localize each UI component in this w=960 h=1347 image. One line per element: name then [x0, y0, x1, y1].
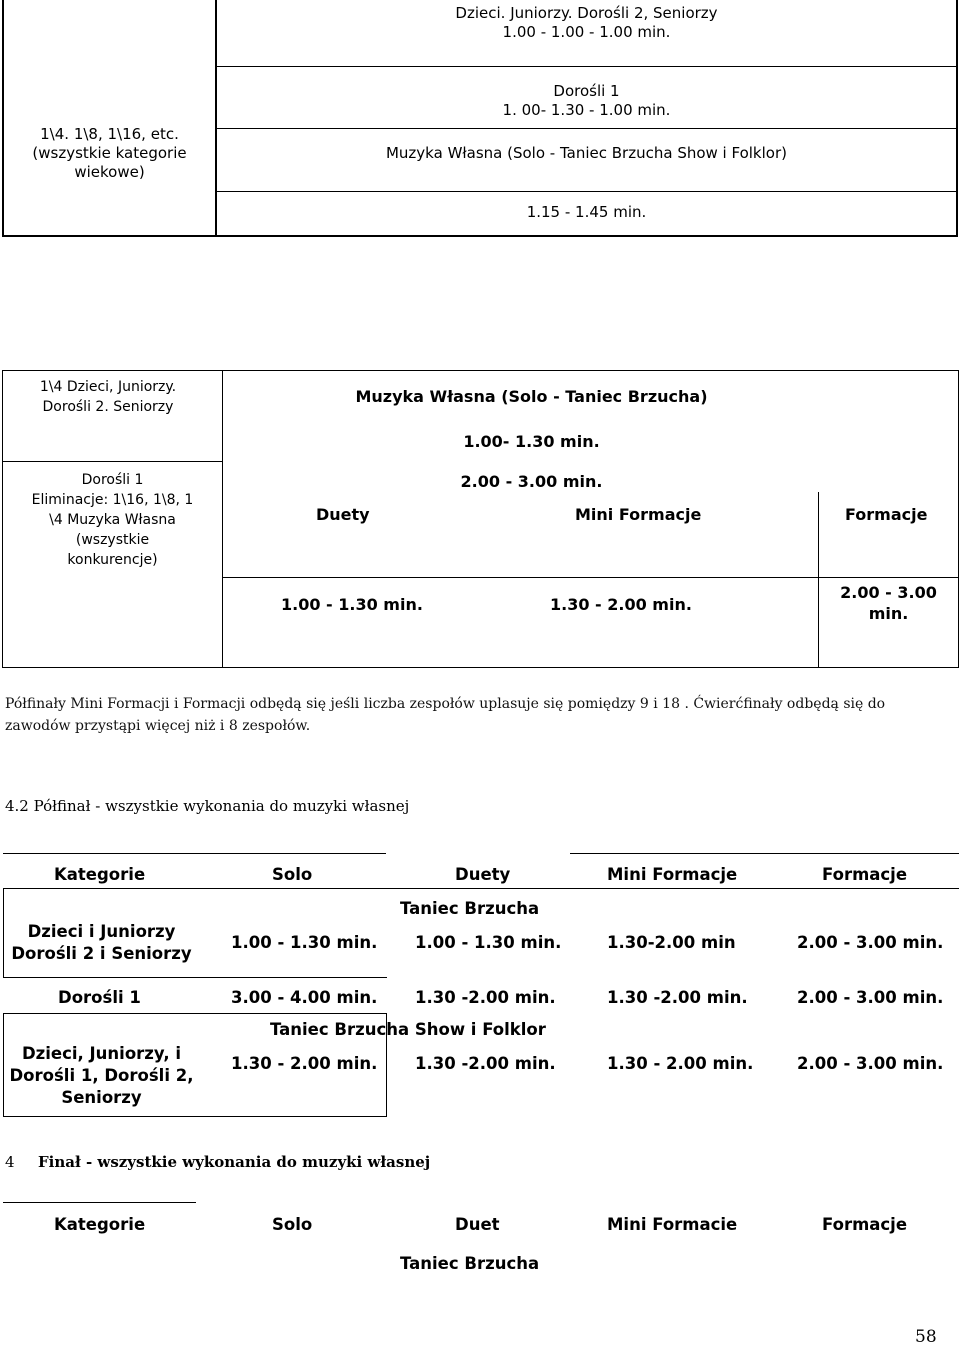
semifinal-header-kategorie: Kategorie	[54, 865, 146, 884]
top-row3: Muzyka Własna (Solo - Taniec Brzucha Show i Folklor)	[385, 144, 787, 162]
semifinal-row1-solo: 1.00 - 1.30 min.	[231, 933, 378, 952]
semifinal-row1-formacje: 2.00 - 3.00 min.	[797, 933, 944, 952]
section-4-2-heading: 4.2 Półfinał - wszystkie wykonania do muzyki własnej	[5, 797, 410, 815]
mid-left-bottom: Dorośli 1 Eliminacje: 1\16, 1\8, 1 \4 Muzyka Własna (wszystkie konkurencje)	[31, 472, 194, 568]
semifinal-row1-label: Dzieci i Juniorzy Dorośli 2 i Seniorzy	[11, 922, 192, 963]
semifinal-row2-solo: 3.00 - 4.00 min.	[231, 988, 378, 1007]
top-row2: Dorośli 1 1. 00- 1.30 - 1.00 min.	[502, 82, 671, 119]
final-header-mini: Mini Formacie	[607, 1215, 738, 1234]
semifinal-header-mini: Mini Formacje	[607, 865, 738, 884]
section-4-number: 4	[5, 1153, 15, 1171]
final-header-formacje: Formacje	[822, 1215, 908, 1234]
semifinal-row1-mini: 1.30-2.00 min	[607, 933, 736, 952]
mid-time2: 2.00 - 3.00 min.	[460, 472, 603, 491]
final-subheader-taniec: Taniec Brzucha	[400, 1254, 540, 1273]
semifinal-row2-label: Dorośli 1	[58, 988, 141, 1007]
semifinal-subheader-show: Taniec Brzucha Show i Folklor	[270, 1020, 546, 1039]
semifinal-row2-duety: 1.30 -2.00 min.	[415, 988, 556, 1007]
mid-time-formacje: 2.00 - 3.00 min.	[840, 583, 937, 623]
mid-col-duety: Duety	[316, 505, 370, 524]
page-number: 58	[915, 1327, 937, 1347]
mid-title: Muzyka Własna (Solo - Taniec Brzucha)	[355, 387, 708, 406]
mid-col-mini: Mini Formacje	[575, 505, 702, 524]
mid-time-duety: 1.00 - 1.30 min.	[281, 595, 423, 614]
semifinal-header-solo: Solo	[272, 865, 313, 884]
final-header-duet: Duet	[455, 1215, 500, 1234]
note-paragraph: Półfinały Mini Formacji i Formacji odbędą się jeśli liczba zespołów uplasuje się pomiędzy 9 i 18 . Ćwierćfinały odbędą się do zawodów przystąpi więcej niż i 8 zespołów.	[5, 696, 886, 734]
semifinal-header-formacje: Formacje	[822, 865, 908, 884]
semifinal-row3-label: Dzieci, Juniorzy, i Dorośli 1, Dorośli 2, Seniorzy	[9, 1044, 194, 1107]
final-header-solo: Solo	[272, 1215, 313, 1234]
semifinal-subheader-taniec: Taniec Brzucha	[400, 899, 540, 918]
semifinal-row3-solo: 1.30 - 2.00 min.	[231, 1054, 378, 1073]
semifinal-row2-mini: 1.30 -2.00 min.	[607, 988, 748, 1007]
mid-col-formacje: Formacje	[845, 505, 928, 524]
section-4-heading: Finał - wszystkie wykonania do muzyki własnej	[38, 1153, 431, 1171]
top-row4: 1.15 - 1.45 min.	[526, 203, 647, 221]
mid-time1: 1.00- 1.30 min.	[463, 432, 600, 451]
final-header-kategorie: Kategorie	[54, 1215, 146, 1234]
semifinal-row2-formacje: 2.00 - 3.00 min.	[797, 988, 944, 1007]
semifinal-header-duety: Duety	[455, 865, 511, 884]
semifinal-row1-duety: 1.00 - 1.30 min.	[415, 933, 562, 952]
semifinal-row3-mini: 1.30 - 2.00 min.	[607, 1054, 754, 1073]
mid-time-mini: 1.30 - 2.00 min.	[550, 595, 692, 614]
semifinal-row3-formacje: 2.00 - 3.00 min.	[797, 1054, 944, 1073]
semifinal-row3-duety: 1.30 -2.00 min.	[415, 1054, 556, 1073]
mid-left-top: 1\4 Dzieci, Juniorzy. Dorośli 2. Seniorzy	[39, 379, 177, 415]
top-row1: Dzieci. Juniorzy. Dorośli 2, Seniorzy 1.00 - 1.00 - 1.00 min.	[455, 4, 718, 41]
top-left-cell: 1\4. 1\8, 1\16, etc. (wszystkie kategorie wiekowe)	[32, 125, 187, 181]
